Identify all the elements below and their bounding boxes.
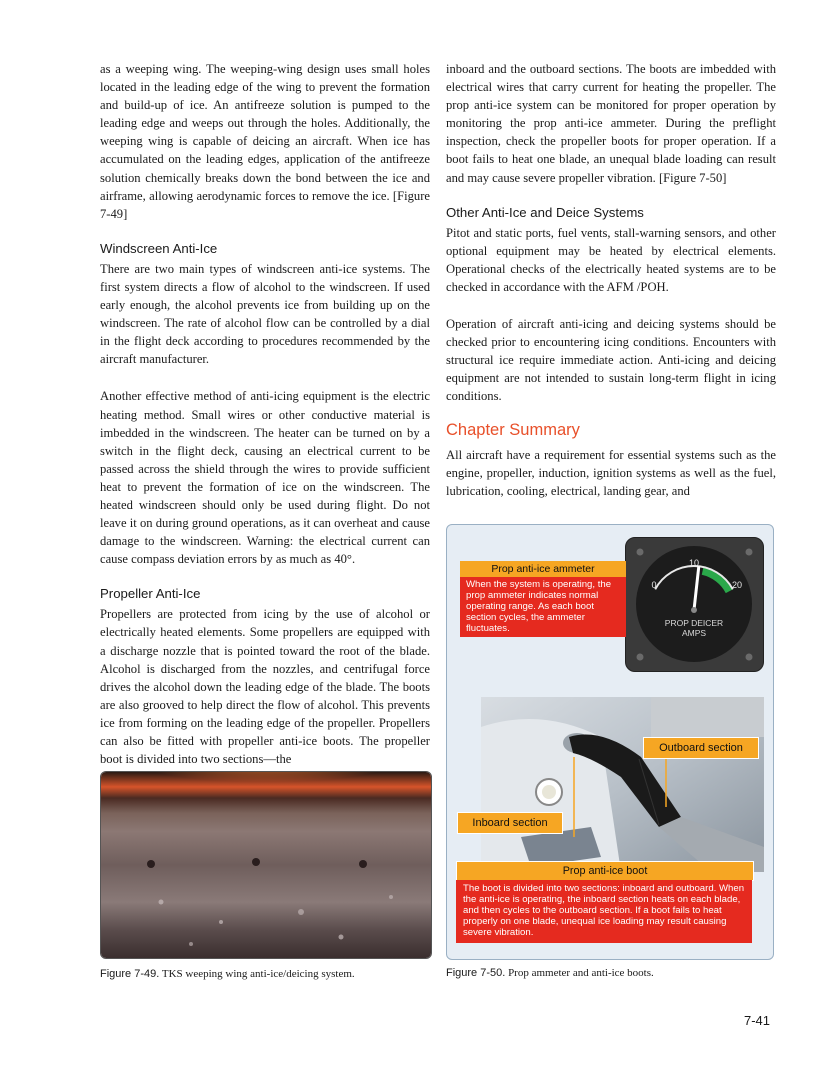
prop-boot-photo <box>481 697 764 872</box>
body-paragraph: Operation of aircraft anti-icing and deicing systems should be checked prior to encountering icing conditions. Encounters with structural ice require immediate action. Anti-icing and deicing equipment are not intended to sustain long-term flight in icing conditions. <box>446 317 776 404</box>
screw-icon <box>637 549 644 556</box>
right-column <box>446 60 776 500</box>
gauge-face <box>626 538 763 671</box>
weeping-wing-image <box>101 772 431 958</box>
screw-icon <box>746 549 753 556</box>
gauge-tick-label: 20 <box>731 580 743 590</box>
body-paragraph: There are two main types of windscreen anti-ice systems. The first system directs a flow of alcohol to the windscreen. If used early enough, the alcohol prevents ice from building up on the windscreen. The rate of alcohol flow can be controlled by a dial in the flight deck according to procedures recommended by the aircraft manufacturer. <box>100 261 430 367</box>
figure-7-49-photo <box>100 771 432 959</box>
body-paragraph: Another effective method of anti-icing equipment is the electric heating method. Small wires or other conductive material is imbedded in the windscreen. The heater can be turned on by a switch in the flight deck, causing an electrical current to be passed across the shield through the wires to provide sufficient heat to prevent the formation of ice on the windscreen. The heated windscreen should only be used during flight. Do not leave it on during ground operations, as it can overheat and cause damage to the windscreen. Warning: the electrical current can cause compass deviation errors by as much as 40°. <box>100 389 430 567</box>
screw-icon <box>746 654 753 661</box>
page-number: 7-41 <box>744 1013 771 1028</box>
ammeter-callout-title: Prop anti-ice ammeter <box>460 561 626 577</box>
outboard-section-label: Outboard section <box>643 737 759 759</box>
section-heading: Windscreen Anti-Ice <box>100 240 218 256</box>
propeller-image <box>481 697 764 872</box>
caption-text: Prop ammeter and anti-ice boots. <box>508 967 654 979</box>
gauge-unit-label: AMPS <box>681 628 707 638</box>
boot-callout-title: Prop anti-ice boot <box>456 861 754 881</box>
ammeter-callout-body: When the system is operating, the prop ammeter indicates normal operating range. As each boot section cycles, the ammeter fluctuates. <box>460 577 626 637</box>
prop-ammeter-gauge <box>625 537 764 672</box>
gauge-tick-label: 0 <box>651 580 657 590</box>
section-heading: Other Anti-Ice and Deice Systems <box>446 204 644 220</box>
caption-label: Figure 7-50. <box>446 967 506 979</box>
body-paragraph: inboard and the outboard sections. The boots are imbedded with electrical wires that carry current for heating the propeller. The prop anti-ice system can be monitored for proper operation by monitoring the prop anti-ice ammeter. During the preflight inspection, check the propeller boots for proper operation. If a boot fails to heat one blade, an unequal blade loading can result and may cause severe propeller vibration. [Figure 7-50] <box>446 62 776 185</box>
body-paragraph: Propellers are protected from icing by the use of alcohol or electrically heated elements. Some propellers are equipped with a discharge nozzle that is pointed toward the root of the blade. Alcohol is discharged from the nozzles, and centrifugal force drives the alcohol down the leading edge of the blade. The boots are also grooved to help direct the flow of alcohol. This prevents ice from forming on the leading edge of the propeller. Propellers can also be fitted with propeller anti-ice boots. The propeller boot is divided into two sections—the <box>100 607 430 767</box>
inboard-section-label: Inboard section <box>457 812 563 834</box>
gauge-tick-label: 10 <box>688 558 700 568</box>
body-paragraph: Pitot and static ports, fuel vents, stall-warning sensors, and other optional equipment may be heated by electrical elements. Operational checks of the electrically heated systems are to be checked in accordance with the AFM /POH. <box>446 225 776 294</box>
section-heading: Propeller Anti-Ice <box>100 586 201 602</box>
figure-7-50-caption <box>446 966 654 980</box>
body-paragraph: as a weeping wing. The weeping-wing design uses small holes located in the leading edge of the wing to prevent the formation and build-up of ice. An antifreeze solution is pumped to the leading edge and weeps out through the holes. Additionally, the weeping wing is capable of deicing an aircraft. When ice has accumulated on the leading edges, application of the antifreeze solution chemically breaks down the bond between the ice and airframe, allowing aerodynamic forces to remove the ice. [Figure 7-49] <box>100 62 430 221</box>
figure-7-49-caption <box>100 967 355 981</box>
body-paragraph: All aircraft have a requirement for essential systems such as the engine, propeller, induction, ignition systems as well as the fuel, lubrication, cooling, electrical, landing gear, and <box>446 447 776 498</box>
chapter-heading: Chapter Summary <box>446 420 580 439</box>
caption-label: Figure 7-49. <box>100 968 160 980</box>
boot-callout-body: The boot is divided into two sections: inboard and outboard. When the anti-ice is operating, the inboard section heats on each blade, and then cycles to the outboard section. If a boot fails to heat properly on one blade, unequal ice loading may result causing severe vibration. <box>456 880 752 943</box>
gauge-label: PROP DEICER <box>664 618 724 628</box>
left-column <box>100 60 430 768</box>
screw-icon <box>637 654 644 661</box>
caption-text: TKS weeping wing anti-ice/deicing system. <box>161 968 355 980</box>
